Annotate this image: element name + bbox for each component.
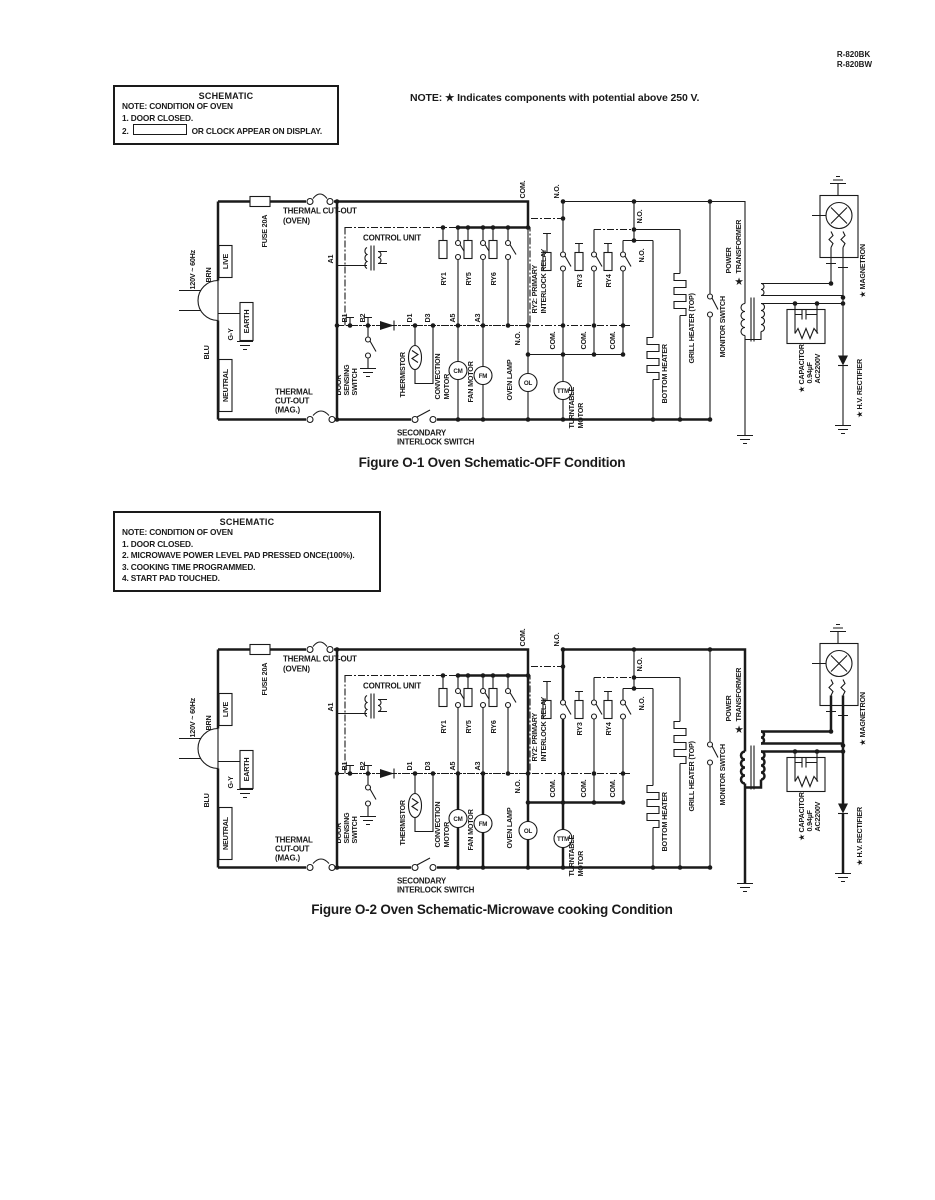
control-unit-box xyxy=(337,202,530,326)
lbl-turn-2: MOTOR xyxy=(576,850,585,877)
lbl-hv-rect: ★ H.V. RECTIFIER xyxy=(855,807,864,866)
earth-tag xyxy=(240,303,253,341)
lbl-ol: OL xyxy=(523,828,533,835)
lbl-pt-2: TRANSFORMER xyxy=(734,667,743,722)
lbl-b2: B2 xyxy=(358,761,367,771)
lbl-com-c: COM. xyxy=(608,331,617,350)
lbl-tco-oven-2: (OVEN) xyxy=(283,664,310,674)
lbl-door-2: SENSING xyxy=(342,364,351,396)
lbl-a3: A3 xyxy=(473,761,482,771)
lbl-fan: FAN MOTOR xyxy=(466,361,475,403)
lbl-a3: A3 xyxy=(473,313,482,323)
lbl-d3: D3 xyxy=(423,313,432,323)
lbl-tcm-1: THERMAL xyxy=(275,387,313,397)
neutral-tag xyxy=(219,360,232,412)
power-transformer xyxy=(563,650,843,892)
lbl-no-ol: N.O. xyxy=(513,779,522,794)
bottom-heater xyxy=(634,689,659,868)
svg-text:EARTH: EARTH xyxy=(242,309,251,334)
lbl-tco-oven-1: THERMAL CUT-OUT xyxy=(283,206,357,216)
lbl-ry3: RY3 xyxy=(575,722,584,736)
lbl-no-ol: N.O. xyxy=(513,331,522,346)
svg-text:NEUTRAL: NEUTRAL xyxy=(221,369,230,402)
lbl-no-ry2: N.O. xyxy=(552,632,561,647)
lbl-a5: A5 xyxy=(448,761,457,771)
svg-text:EARTH: EARTH xyxy=(242,757,251,782)
lbl-blu: BLU xyxy=(202,345,211,360)
thermistor-symbol xyxy=(409,774,434,832)
earth-tag xyxy=(240,751,253,789)
secondary-interlock-switch xyxy=(417,858,430,865)
lbl-sis-1: SECONDARY xyxy=(397,876,447,886)
lbl-com-b: COM. xyxy=(579,779,588,798)
lbl-ry3: RY3 xyxy=(575,274,584,288)
lbl-cm: CM xyxy=(453,368,463,375)
lbl-monitor: MONITOR SWITCH xyxy=(718,296,727,358)
lbl-voltage: 120V ~ 60Hz xyxy=(188,697,197,738)
lbl-no-2: N.O. xyxy=(635,657,644,672)
thermal-cutout-mag-switch xyxy=(313,411,329,416)
lbl-tco-oven-2: (OVEN) xyxy=(283,216,310,226)
lbl-control-unit: CONTROL UNIT xyxy=(363,681,421,691)
lbl-ry6: RY6 xyxy=(489,272,498,286)
display-blank-box xyxy=(133,124,187,135)
lbl-ry1: RY1 xyxy=(439,272,448,286)
lbl-pt-1: POWER xyxy=(724,695,733,722)
lbl-voltage: 120V ~ 60Hz xyxy=(188,249,197,290)
lbl-ry2-2: INTERLOCK RELAY xyxy=(539,696,548,762)
note-box-subtitle: NOTE: CONDITION OF OVEN xyxy=(122,527,233,537)
lbl-pt-star: ★ xyxy=(735,724,743,735)
lbl-ttm: TTM xyxy=(556,388,570,395)
figure-caption-2: Figure O-2 Oven Schematic-Microwave cooking Condition xyxy=(311,902,673,917)
lbl-magnetron: ★ MAGNETRON xyxy=(858,692,867,746)
lbl-hv-rect: ★ H.V. RECTIFIER xyxy=(855,359,864,418)
power-transformer xyxy=(563,202,843,444)
lbl-cm: CM xyxy=(453,816,463,823)
lbl-tcm-3: (MAG.) xyxy=(275,405,301,415)
note-item-suffix: OR CLOCK APPEAR ON DISPLAY. xyxy=(191,126,323,136)
lbl-d1: D1 xyxy=(405,761,414,771)
lbl-conv-2: MOTOR xyxy=(442,821,451,848)
lbl-sis-2: INTERLOCK SWITCH xyxy=(397,885,475,895)
model-code-1: R-820BK xyxy=(836,50,871,59)
lbl-a1: A1 xyxy=(326,702,335,712)
lbl-door-3: SWITCH xyxy=(350,816,359,844)
lbl-ry5: RY5 xyxy=(464,272,473,286)
hv-capacitor xyxy=(787,752,825,792)
lbl-tcm-3: (MAG.) xyxy=(275,853,301,863)
lbl-turn-2: MOTOR xyxy=(576,402,585,429)
thermistor-symbol xyxy=(409,326,434,384)
lbl-ry2-1: RY2: PRIMARY xyxy=(530,264,539,314)
thermal-cutout-oven-switch xyxy=(313,642,327,647)
lbl-thermistor: THERMISTOR xyxy=(398,800,407,846)
lbl-no-ry2: N.O. xyxy=(552,184,561,199)
note-item: 1. DOOR CLOSED. xyxy=(122,112,194,123)
lbl-tcm-2: CUT-OUT xyxy=(275,396,310,406)
control-unit-box xyxy=(337,650,530,774)
lbl-ry5: RY5 xyxy=(464,720,473,734)
oven-schematic-drawing xyxy=(175,611,875,916)
lbl-cap-2: 0.94µF xyxy=(805,362,814,384)
fuse-symbol xyxy=(250,645,270,655)
lbl-com-a: COM. xyxy=(548,331,557,350)
lbl-tcm-1: THERMAL xyxy=(275,835,313,845)
svg-text:LIVE: LIVE xyxy=(221,701,230,718)
model-code-2: R-820BW xyxy=(836,60,872,69)
lbl-brn: BRN xyxy=(204,267,213,283)
neutral-tag xyxy=(219,808,232,860)
lbl-door-1: DOOR xyxy=(334,374,343,396)
lbl-cap-1: ★ CAPACITOR xyxy=(797,792,806,841)
lbl-thermistor: THERMISTOR xyxy=(398,352,407,398)
lbl-ry6: RY6 xyxy=(489,720,498,734)
hv-rectifier xyxy=(835,298,851,434)
lbl-gy: G-Y xyxy=(226,776,235,789)
oven-schematic-cooking xyxy=(175,611,875,916)
note-item: 2. MICROWAVE POWER LEVEL PAD PRESSED ONCE(100%). xyxy=(122,550,355,560)
lbl-ry4: RY4 xyxy=(604,722,613,736)
lbl-d3: D3 xyxy=(423,761,432,771)
lbl-d1: D1 xyxy=(405,313,414,323)
monitor-switch xyxy=(708,202,719,420)
lbl-lamp: OVEN LAMP xyxy=(505,807,514,849)
door-sensing-switch xyxy=(360,326,376,377)
figure-caption-1: Figure O-1 Oven Schematic-OFF Condition xyxy=(358,455,626,470)
lbl-cap-3: AC2200V xyxy=(813,801,822,832)
condition-note-box-cooking xyxy=(113,511,381,592)
note-item: 1. DOOR CLOSED. xyxy=(122,538,194,549)
live-tag xyxy=(219,246,232,278)
lbl-com-c: COM. xyxy=(608,779,617,798)
lbl-ry2-2: INTERLOCK RELAY xyxy=(539,248,548,314)
lbl-door-3: SWITCH xyxy=(350,368,359,396)
lbl-b2: B2 xyxy=(358,313,367,323)
lbl-b1: B1 xyxy=(340,313,349,323)
door-sensing-switch xyxy=(360,774,376,825)
lbl-pt-2: TRANSFORMER xyxy=(734,219,743,274)
lbl-fan: FAN MOTOR xyxy=(466,809,475,851)
bottom-heater xyxy=(634,241,659,420)
thermal-cutout-oven-switch xyxy=(313,194,327,199)
lbl-conv-2: MOTOR xyxy=(442,373,451,400)
hv-capacitor xyxy=(787,304,825,344)
lbl-com-b: COM. xyxy=(579,331,588,350)
lbl-door-2: SENSING xyxy=(342,812,351,844)
lbl-no-2: N.O. xyxy=(635,209,644,224)
note-box-title: SCHEMATIC xyxy=(198,91,254,101)
lbl-bottom-heater: BOTTOM HEATER xyxy=(660,792,669,852)
lbl-sis-1: SECONDARY xyxy=(397,428,447,438)
lbl-ol: OL xyxy=(523,380,533,387)
lbl-monitor: MONITOR SWITCH xyxy=(718,744,727,806)
svg-text:NEUTRAL: NEUTRAL xyxy=(221,817,230,850)
lbl-sis-2: INTERLOCK SWITCH xyxy=(397,437,475,447)
lbl-cap-2: 0.94µF xyxy=(805,810,814,832)
thermal-cutout-mag-switch xyxy=(313,859,329,864)
lbl-ry4: RY4 xyxy=(604,274,613,288)
lbl-control-unit: CONTROL UNIT xyxy=(363,233,421,243)
lbl-gy: G-Y xyxy=(226,328,235,341)
lbl-fuse: FUSE 20A xyxy=(260,214,269,248)
lbl-magnetron: ★ MAGNETRON xyxy=(858,244,867,298)
note-box-title: SCHEMATIC xyxy=(219,517,275,527)
lbl-turn-1: TURNTABLE xyxy=(567,386,576,429)
condition-note-box-off xyxy=(113,85,339,145)
fuse-symbol xyxy=(250,197,270,207)
lbl-fm: FM xyxy=(478,821,488,828)
lbl-turn-1: TURNTABLE xyxy=(567,834,576,877)
lbl-tco-oven-1: THERMAL CUT-OUT xyxy=(283,654,357,664)
lbl-com-a: COM. xyxy=(548,779,557,798)
lbl-fuse: FUSE 20A xyxy=(260,662,269,696)
magnetron-symbol xyxy=(812,177,858,298)
model-codes xyxy=(837,50,872,70)
lbl-conv-1: CONVECTION xyxy=(433,801,442,848)
lbl-com-top: COM. xyxy=(518,180,527,199)
lbl-a1: A1 xyxy=(326,254,335,264)
note-item: 4. START PAD TOUCHED. xyxy=(122,573,220,583)
lbl-conv-1: CONVECTION xyxy=(433,353,442,400)
lbl-ry1: RY1 xyxy=(439,720,448,734)
monitor-switch xyxy=(708,650,719,868)
magnetron-symbol xyxy=(812,625,858,746)
lbl-grill-heater: GRILL HEATER (TOP) xyxy=(687,741,696,812)
lbl-tcm-2: CUT-OUT xyxy=(275,844,310,854)
lbl-grill-heater: GRILL HEATER (TOP) xyxy=(687,293,696,364)
lbl-bottom-heater: BOTTOM HEATER xyxy=(660,344,669,404)
oven-schematic-off xyxy=(175,163,875,468)
lbl-ry2-1: RY2: PRIMARY xyxy=(530,712,539,762)
lbl-ttm: TTM xyxy=(556,836,570,843)
lbl-no-3: N.O. xyxy=(637,248,646,263)
lbl-pt-1: POWER xyxy=(724,247,733,274)
lbl-com-top: COM. xyxy=(518,628,527,647)
lbl-no-3: N.O. xyxy=(637,696,646,711)
lbl-blu: BLU xyxy=(202,793,211,808)
hv-rectifier xyxy=(835,746,851,882)
lbl-b1: B1 xyxy=(340,761,349,771)
note-item: 3. COOKING TIME PROGRAMMED. xyxy=(122,561,256,572)
lbl-cap-3: AC2200V xyxy=(813,353,822,384)
lbl-brn: BRN xyxy=(204,715,213,731)
svg-text:LIVE: LIVE xyxy=(221,253,230,270)
high-voltage-note: NOTE: ★ Indicates components with potential above 250 V. xyxy=(410,92,700,104)
lbl-cap-1: ★ CAPACITOR xyxy=(797,344,806,393)
note-item-with-display xyxy=(122,124,330,138)
lbl-pt-star: ★ xyxy=(735,276,743,287)
lbl-door-1: DOOR xyxy=(334,822,343,844)
lbl-lamp: OVEN LAMP xyxy=(505,359,514,401)
note-item-prefix: 2. xyxy=(122,126,129,136)
lbl-fm: FM xyxy=(478,373,488,380)
lbl-a5: A5 xyxy=(448,313,457,323)
oven-schematic-drawing xyxy=(175,163,875,468)
note-box-subtitle: NOTE: CONDITION OF OVEN xyxy=(122,101,233,111)
secondary-interlock-switch xyxy=(417,410,430,417)
live-tag xyxy=(219,694,232,726)
